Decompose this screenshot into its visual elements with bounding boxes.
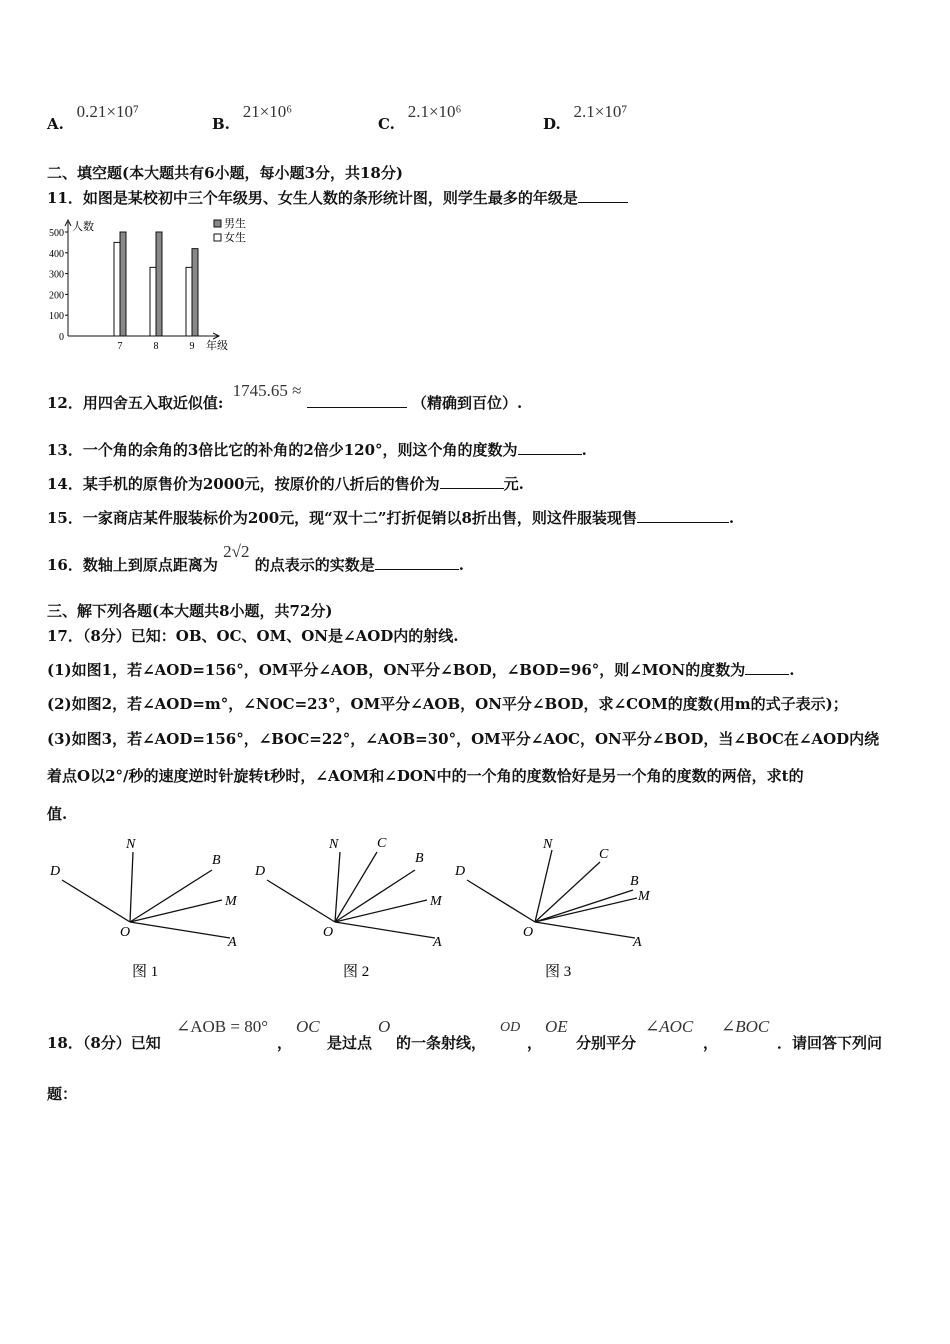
section2-heading: 二、填空题(本大题共有6小题，每小题3分，共18分) <box>47 164 403 182</box>
choice-c-label: C. <box>378 115 395 133</box>
fig1-label-o: O <box>120 925 131 940</box>
q16-prefix: 16．数轴上到原点距离为 <box>47 556 218 574</box>
y-tick-label: 0 <box>59 332 64 343</box>
fig2-label-m: M <box>430 894 442 909</box>
q13-text: 13．一个角的余角的3倍比它的补角的2倍少120°，则这个角的度数为 <box>47 441 518 459</box>
fig3-label-d: D <box>455 864 466 879</box>
choice-d-expr: 2.1×10⁷ <box>573 102 628 121</box>
choice-d <box>543 102 628 133</box>
q13-suffix: . <box>581 441 587 459</box>
y-tick-label: 200 <box>49 290 64 302</box>
ray-ob <box>535 890 633 922</box>
q18-math-oe: OE <box>545 1017 568 1036</box>
q16-math: 2√2 <box>223 542 250 561</box>
fig2-label-a: A <box>433 935 442 950</box>
q18-t7: ．请回答下列问 <box>777 1034 883 1052</box>
choice-b-expr: 21×10⁶ <box>242 102 293 121</box>
choice-a-label: A. <box>47 115 64 133</box>
fig1-caption: 图 1 <box>132 964 159 980</box>
bar-female-grade-8 <box>150 267 156 336</box>
x-axis-label: 年级 <box>206 340 228 352</box>
ray-oc <box>335 852 377 922</box>
q18-math-boc: ∠BOC <box>721 1017 770 1036</box>
fig3-label-m: M <box>638 889 650 904</box>
fig3-label-a: A <box>633 935 642 950</box>
q18-math-od: OD <box>500 1020 521 1035</box>
bar-male-grade-8 <box>156 232 162 336</box>
q12-blank[interactable] <box>307 393 407 408</box>
x-tick-label: 7 <box>117 341 123 352</box>
ray-om <box>335 900 427 922</box>
ray-od <box>62 880 130 922</box>
y-tick-label: 500 <box>49 228 64 239</box>
q16 <box>47 541 464 574</box>
choice-c <box>378 102 462 133</box>
ray-ob <box>335 870 415 922</box>
q15-blank[interactable] <box>637 508 729 523</box>
grade-bar-chart <box>30 212 270 357</box>
x-tick-label: 8 <box>153 341 159 352</box>
fig3-caption: 图 3 <box>545 964 572 980</box>
ray-oc <box>535 862 600 922</box>
q12 <box>47 380 523 412</box>
fig2-label-o: O <box>323 925 334 940</box>
q18-t3: 的一条射线， <box>396 1034 487 1052</box>
figure-3 <box>445 830 665 990</box>
fig3-label-n: N <box>543 837 553 852</box>
q18-t6: ， <box>703 1034 719 1052</box>
ray-on <box>535 850 552 922</box>
q11-blank[interactable] <box>578 188 628 203</box>
ray-oa <box>130 922 230 938</box>
ray-om <box>130 900 222 922</box>
q16-blank[interactable] <box>375 555 459 570</box>
fig1-label-a: A <box>228 935 237 950</box>
fig1-label-b: B <box>212 853 221 868</box>
fig2-label-n: N <box>329 837 339 852</box>
q17-part3-line1: (3)如图3，若∠AOD=156°，∠BOC=22°，∠AOB=30°，OM平分∠AOC，ON平分∠BOD，当∠BOC在∠AOD内绕 <box>47 730 880 748</box>
q15 <box>47 507 734 528</box>
fig2-caption: 图 2 <box>343 964 370 980</box>
q18-t2: 是过点 <box>327 1034 373 1052</box>
ray-oa <box>335 922 435 938</box>
ray-od <box>467 880 535 922</box>
y-tick-label: 400 <box>49 248 64 260</box>
y-tick-label: 100 <box>49 311 64 323</box>
section3-heading: 三、解下列各题(本大题共8小题，共72分) <box>47 602 333 620</box>
bar-male-grade-7 <box>120 232 126 336</box>
legend-male-swatch <box>214 220 221 227</box>
legend-female-swatch <box>214 234 221 241</box>
q16-suffix: . <box>458 556 464 574</box>
legend-male-label: 男生 <box>224 218 246 230</box>
legend-female-label: 女生 <box>224 232 246 244</box>
q14 <box>47 473 524 494</box>
choice-a <box>47 102 139 133</box>
y-axis-label: 人数 <box>72 221 94 233</box>
q12-prefix: 12．用四舍五入取近似值: <box>47 394 224 412</box>
q16-mid: 的点表示的实数是 <box>254 556 375 574</box>
figure-2 <box>245 830 465 990</box>
ray-od <box>267 880 335 922</box>
q18-t5: 分别平分 <box>576 1034 637 1052</box>
bar-male-grade-9 <box>192 249 198 336</box>
choice-d-label: D. <box>543 115 561 133</box>
ray-on <box>130 852 133 922</box>
bar-female-grade-7 <box>114 242 120 336</box>
q18-line2: 题： <box>47 1085 78 1103</box>
ray-on <box>335 852 340 922</box>
fig2-label-b: B <box>415 851 424 866</box>
q18-t1: ， <box>277 1034 293 1052</box>
q18-t4: ， <box>527 1034 543 1052</box>
fig1-label-n: N <box>126 837 136 852</box>
q15-text: 15．一家商店某件服装标价为200元，现“双十二”打折促销以8折出售，则这件服装现售 <box>47 509 637 527</box>
q18-math-aob: ∠AOB = 80° <box>176 1017 269 1036</box>
q14-text: 14．某手机的原售价为2000元，按原价的八折后的售价为 <box>47 475 440 493</box>
fig3-label-c: C <box>599 847 609 862</box>
figure-1 <box>40 830 260 990</box>
q17-intro: 17．（8分）已知：OB、OC、OM、ON是∠AOD内的射线. <box>47 627 459 645</box>
q13-blank[interactable] <box>518 440 582 455</box>
ray-om <box>535 898 637 922</box>
fig3-label-b: B <box>630 874 639 889</box>
q13 <box>47 439 587 460</box>
q14-suffix: 元. <box>503 475 524 493</box>
q14-blank[interactable] <box>440 474 504 489</box>
q12-math: 1745.65 ≈ <box>232 381 302 400</box>
x-tick-label: 9 <box>189 341 195 352</box>
q15-suffix: . <box>728 509 735 527</box>
q17-part1-text: (1)如图1，若∠AOD=156°，OM平分∠AOB，ON平分∠BOD，∠BOD=96°，则∠MON的度数为 <box>47 661 746 679</box>
q12-suffix: （精确到百位）. <box>411 394 523 412</box>
q17-part3-line3: 值. <box>47 805 68 823</box>
q18-math-o: O <box>378 1017 391 1036</box>
choice-a-expr: 0.21×10⁷ <box>76 102 139 121</box>
fig1-label-m: M <box>225 894 237 909</box>
q18-math-oc: OC <box>296 1017 320 1036</box>
q17-part3-line2: 着点O以2°/秒的速度逆时针旋转t秒时，∠AOM和∠DON中的一个角的度数恰好是另一个角的度数的两倍，求t的 <box>47 767 804 785</box>
fig1-label-d: D <box>50 864 61 879</box>
bar-female-grade-9 <box>186 267 192 336</box>
fig2-label-c: C <box>377 836 387 851</box>
q17-part1 <box>47 659 794 680</box>
choice-c-expr: 2.1×10⁶ <box>407 102 462 121</box>
fig2-label-d: D <box>255 864 266 879</box>
q11-body: 11．如图是某校初中三个年级男、女生人数的条形统计图，则学生最多的年级是 <box>47 189 578 207</box>
q11-text <box>47 187 628 208</box>
fig3-label-o: O <box>523 925 534 940</box>
ray-oa <box>535 922 635 938</box>
q17-blank[interactable] <box>745 660 789 675</box>
q18-prefix: 18．（8分）已知 <box>47 1034 161 1052</box>
choice-b-label: B. <box>212 115 230 133</box>
y-tick-label: 300 <box>49 269 64 281</box>
q17-part2: (2)如图2，若∠AOD=m°，∠NOC=23°，OM平分∠AOB，ON平分∠BOD，求∠COM的度数(用m的式子表示)； <box>47 695 848 713</box>
choice-b <box>212 102 293 133</box>
q17-part1-end: . <box>789 661 795 679</box>
ray-ob <box>130 870 212 922</box>
q18-math-aoc: ∠AOC <box>645 1017 694 1036</box>
